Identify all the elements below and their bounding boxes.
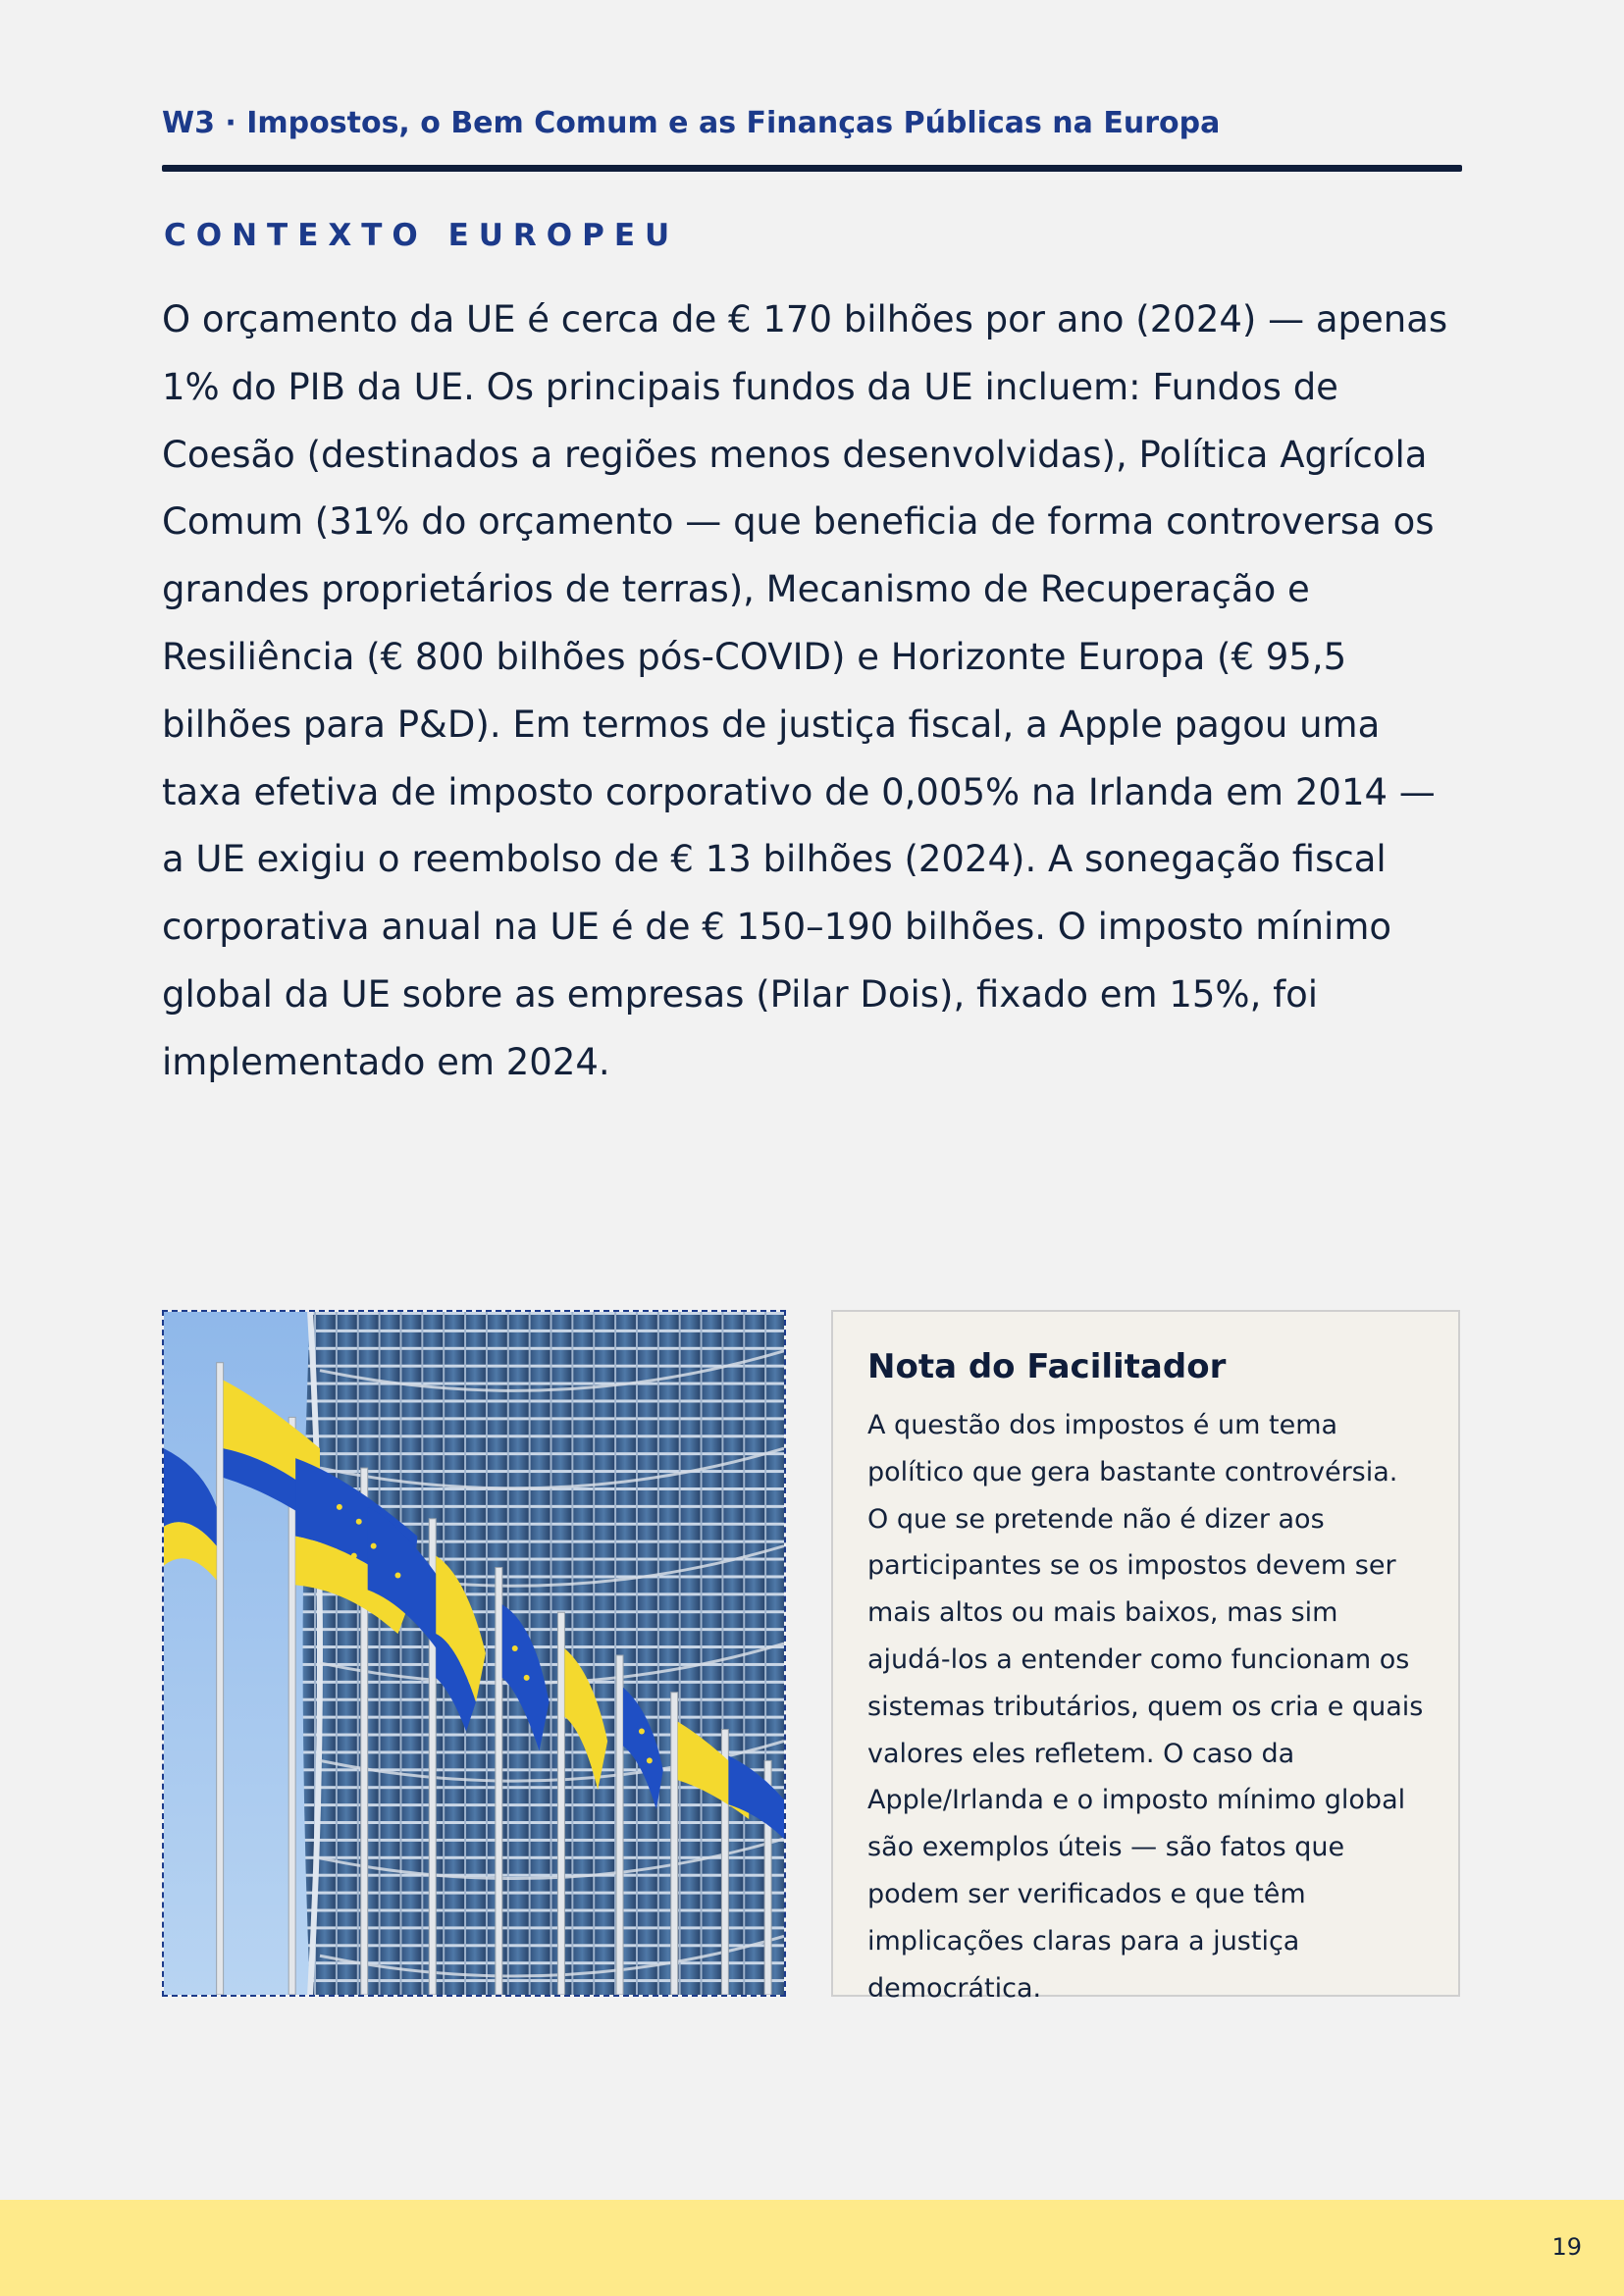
facilitator-note — [831, 1310, 1460, 2004]
facilitator-note-text: A questão dos impostos é um tema político que gera bastante controvérsia. O que se pretende não é dizer aos participantes se os impostos devem ser mais altos ou mais baixos, mas sim ajudá-los a entender como funcionam os sistemas tributários, quem os cria e quais valores eles refletem. O caso da Apple/Irlanda e o imposto mínimo global são exemplos úteis — são fatos que podem ser verificados e que têm implicações claras para a justiça democrática. — [867, 1410, 1424, 2004]
page-number: 19 — [1551, 2233, 1582, 2261]
flags-photo — [162, 1310, 786, 1997]
facilitator-note-title: Nota do Facilitador — [867, 1347, 1227, 1386]
running-header-title: W3 · Impostos, o Bem Comum e as Finanças Públicas na Europa — [162, 106, 1221, 140]
footer-band — [0, 2200, 1624, 2296]
section-body-paragraph: O orçamento da UE é cerca de € 170 bilhões por ano (2024) — apenas 1% do PIB da UE. Os principais fundos da UE incluem: Fundos de Coesão (destinados a regiões menos desenvolvidas), Política Agrícola Comum (31% do orçamento — que beneficia de forma controversa os grandes proprietários de terras), Mecanismo de Recuperação e Resiliência (€ 800 bilhões pós-COVID) e Horizonte Europa (€ 95,5 bilhões para P&D). Em termos de justiça fiscal, a Apple pagou uma taxa efetiva de imposto corporativo de 0,005% na Irlanda em 2014 — a UE exigiu o reembolso de € 13 bilhões (2024). A sonegação fiscal corporativa anual na UE é de € 150–190 bilhões. O imposto mínimo global da UE sobre as empresas (Pilar Dois), fixado em 15%, foi implementado em 2024. — [162, 298, 1448, 1083]
header-divider — [162, 165, 1462, 172]
section-label: CONTEXTO EUROPEU — [164, 218, 680, 253]
flags-illustration — [164, 1312, 784, 1995]
